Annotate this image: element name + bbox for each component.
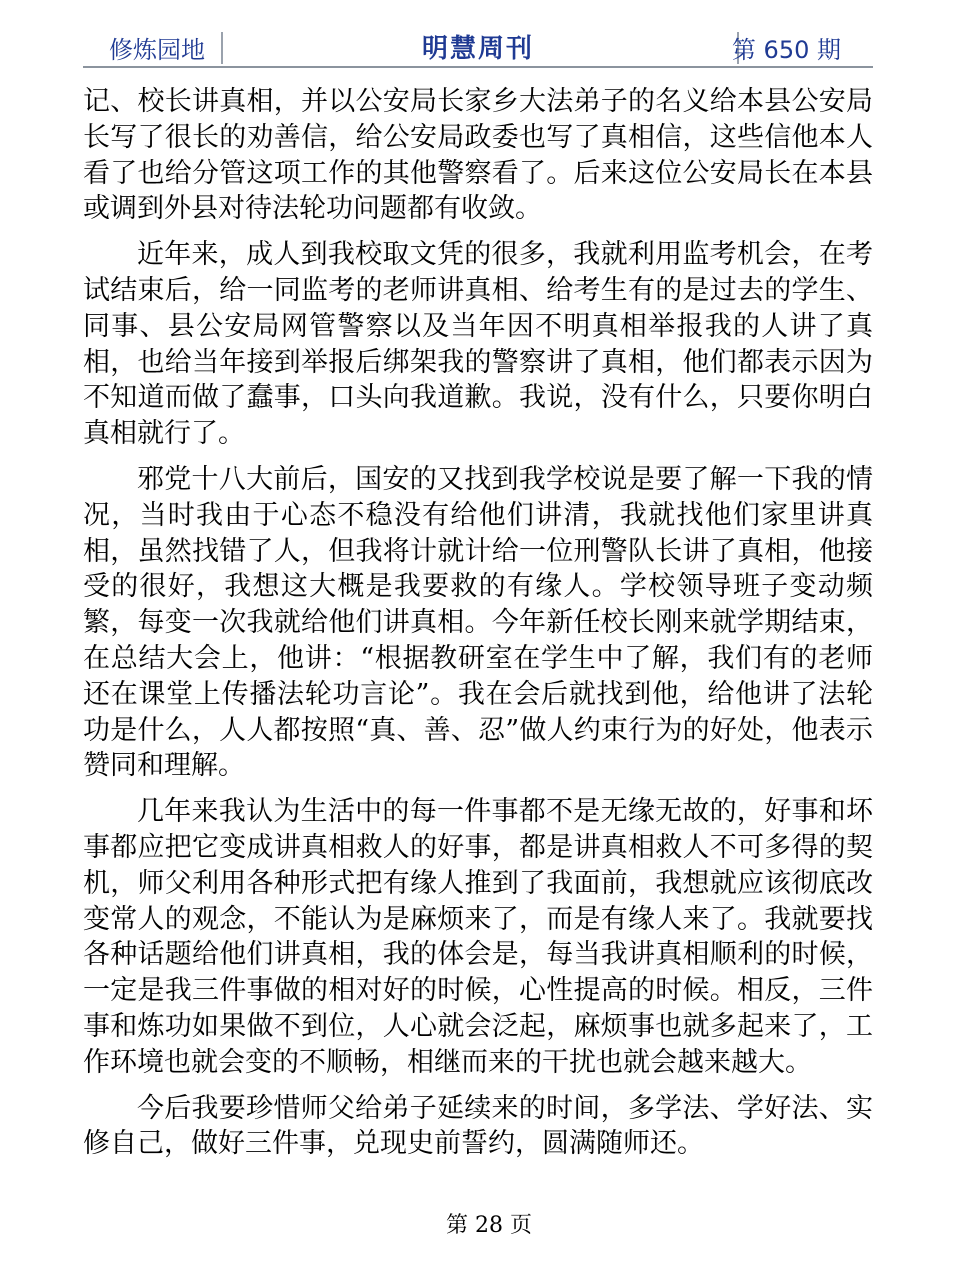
section-label: 修炼园地 xyxy=(109,36,205,64)
paragraph: 今后我要珍惜师父给弟子延续来的时间，多学法、学好法、实修自己，做好三件事，兑现史前誓约，圆满随师还。 xyxy=(83,1092,873,1160)
header-rule xyxy=(83,66,873,68)
paragraph: 几年来我认为生活中的每一件事都不是无缘无故的，好事和坏事都应把它变成讲真相救人的好事，都是讲真相救人不可多得的契机，师父利用各种形式把有缘人推到了我面前，我想就应该彻底改变常人的观念，不能认为是麻烦来了，而是有缘人来了。我就要找各种话题给他们讲真相，我的体会是，每当我讲真相顺利的时候，一定是我三件事做的相对好的时候，心性提高的时候。相反，三件事和炼功如果做不到位，人心就会泛起，麻烦事也就多起来了，工作环境也就会变的不顺畅，相继而来的干扰也就会越来越大。 xyxy=(83,796,873,1078)
publication-title: 明慧周刊 xyxy=(421,34,534,64)
article-body xyxy=(83,84,873,1172)
page-number: 第 28 页 xyxy=(446,1213,532,1238)
paragraph: 邪党十八大前后，国安的又找到我学校说是要了解一下我的情况，当时我由于心态不稳没有给他们讲清，我就找他们家里讲真相，虽然找错了人，但我将计就计给一位刑警队长讲了真相，他接受的很好，我想这大概是我要救的有缘人。学校领导班子变动频繁，每变一次我就给他们讲真相。今年新任校长刚来就学期结束，在总结大会上，他讲：“根据教研室在学生中了解，我们有的老师还在课堂上传播法轮功言论”。我在会后就找到他，给他讲了法轮功是什么，人人都按照“真、善、忍”做人约束行为的好处，他表示赞同和理解。 xyxy=(83,463,873,782)
issue-number: 第 650 期 xyxy=(731,36,841,64)
paragraph: 记、校长讲真相，并以公安局长家乡大法弟子的名义给本县公安局长写了很长的劝善信，给公安局政委也写了真相信，这些信他本人看了也给分管这项工作的其他警察看了。后来这位公安局长在本县或调到外县对待法轮功问题都有收敛。 xyxy=(83,86,873,225)
paragraph: 近年来，成人到我校取文凭的很多，我就利用监考机会，在考试结束后，给一同监考的老师讲真相、给考生有的是过去的学生、同事、县公安局网管警察以及当年因不明真相举报我的人讲了真相，也给当年接到举报后绑架我的警察讲了真相，他们都表示因为不知道而做了蠢事，口头向我道歉。我说，没有什么，只要你明白真相就行了。 xyxy=(83,239,873,450)
page-header xyxy=(83,24,873,68)
